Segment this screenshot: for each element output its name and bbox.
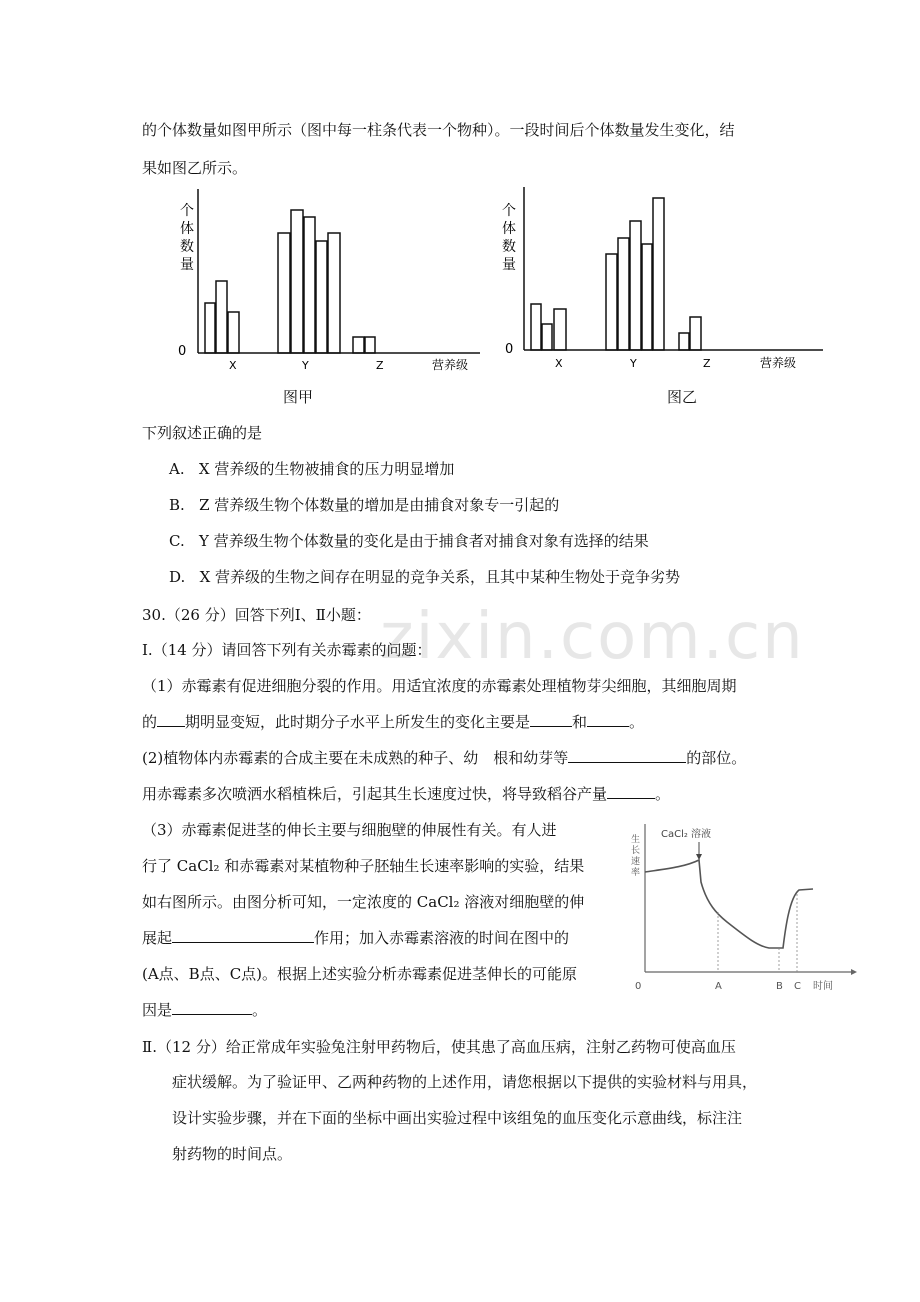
growth-x-arrow (851, 969, 857, 975)
yi-bar-z2 (690, 317, 701, 350)
growth-origin: 0 (635, 981, 642, 992)
q30-p2-line1 (142, 748, 746, 768)
jia-bar-x2 (216, 281, 227, 353)
q30-p1-line1: （1）赤霉素有促进细胞分裂的作用。用适宜浓度的赤霉素处理植物芽尖细胞，其细胞周期 (142, 677, 737, 695)
jia-bar-y1 (278, 233, 290, 353)
option-a (169, 458, 454, 479)
figure-yi (495, 185, 835, 375)
jia-bar-x3 (228, 312, 239, 353)
q30-part-ii-line1: Ⅱ.（12 分）给正常成年实验兔注射甲药物后，使其患了高血压病，注射乙药物可使高血压 (142, 1038, 736, 1056)
yi-bar-y1 (606, 254, 617, 350)
caption-jia: 图甲 (283, 388, 314, 406)
yi-bar-x1 (531, 304, 541, 350)
q30-p2-line2 (142, 784, 670, 804)
option-c (169, 530, 649, 551)
option-b-label: B. (169, 496, 185, 514)
intro-line-2: 果如图乙所示。 (142, 159, 248, 177)
text: 因是 (142, 1001, 173, 1019)
yi-y-axis-label (502, 203, 516, 273)
q30-part-ii-line3: 设计实验步骤，并在下面的坐标中画出实验过程中该组兔的血压变化示意曲线，标注注 (172, 1109, 743, 1127)
text: 。 (252, 1001, 268, 1019)
jia-bar-y5 (328, 233, 340, 353)
jia-bar-y2 (291, 210, 303, 353)
intro-line-1: 的个体数量如图甲所示（图中每一柱条代表一个物种）。一段时间后个体数量发生变化，结 (142, 121, 735, 139)
jia-xtick-z: Z (376, 359, 384, 372)
jia-bar-z1 (353, 337, 364, 353)
yi-xtick-x: X (555, 357, 563, 370)
option-b (169, 494, 559, 515)
growth-ylabel-char: 生 (631, 835, 641, 845)
option-a-label: A. (169, 460, 185, 478)
q30-p3-line3: 如右图所示。由图分析可知，一定浓度的 CaCl₂ 溶液对细胞壁的伸 (142, 893, 585, 911)
yi-bar-y5 (653, 198, 664, 350)
yi-xaxis-label: 营养级 (760, 356, 797, 370)
growth-xtick-b: B (776, 981, 783, 992)
growth-curve (645, 860, 813, 948)
watermark: zixin.com.cn (380, 600, 805, 674)
growth-xtick-a: A (715, 981, 722, 992)
yi-ylabel-char: 量 (502, 257, 516, 273)
q30-p3-line4 (142, 928, 569, 948)
option-d-text: X 营养级的生物之间存在明显的竞争关系，且其中某种生物处于竞争劣势 (199, 568, 681, 586)
text: 和 (572, 713, 588, 731)
q30-title: 30.（26 分）回答下列Ⅰ、Ⅱ小题： (142, 606, 371, 624)
yi-bar-x3 (554, 309, 566, 350)
blank-4[interactable] (568, 748, 686, 763)
question-stem: 下列叙述正确的是 (142, 424, 263, 442)
yi-bar-x2 (542, 324, 552, 350)
yi-bar-y2 (618, 238, 629, 350)
yi-bar-z1 (679, 333, 689, 350)
jia-ylabel-char: 数 (180, 239, 194, 255)
text: (2)植物体内赤霉素的合成主要在未成熟的种子、幼 根和幼芽等 (142, 749, 569, 767)
text: 的部位。 (686, 749, 747, 767)
yi-bar-y4 (642, 244, 652, 350)
q30-p3-line1: （3）赤霉素促进茎的伸长主要与细胞壁的伸展性有关。有人进 (142, 821, 557, 839)
yi-bar-y3 (630, 221, 641, 350)
option-a-text: X 营养级的生物被捕食的压力明显增加 (198, 460, 455, 478)
yi-ylabel-char: 数 (502, 239, 516, 255)
figure-jia (170, 185, 490, 375)
jia-bar-z2 (365, 337, 375, 353)
jia-bar-y4 (316, 241, 327, 353)
growth-ylabel-char: 长 (631, 846, 641, 856)
growth-xtick-c: C (794, 981, 801, 992)
blank-1[interactable] (157, 712, 185, 727)
jia-bar-x1 (205, 303, 215, 353)
jia-ylabel-char: 体 (180, 221, 194, 237)
growth-ylabel-char: 率 (631, 868, 641, 878)
q30-part-ii-line4: 射药物的时间点。 (172, 1145, 293, 1163)
text: 。 (629, 713, 645, 731)
text: 。 (655, 785, 671, 803)
jia-ylabel-char: 个 (180, 203, 194, 219)
text: 期明显变短，此时期分子水平上所发生的变化主要是 (185, 713, 531, 731)
text: 的 (142, 713, 158, 731)
option-c-text: Y 营养级生物个体数量的变化是由于捕食者对捕食对象有选择的结果 (199, 532, 649, 550)
q30-part-i-title: Ⅰ.（14 分）请回答下列有关赤霉素的问题： (142, 641, 432, 659)
option-d-label: D. (169, 568, 186, 586)
blank-5[interactable] (607, 784, 655, 799)
blank-6[interactable] (172, 928, 314, 943)
blank-7[interactable] (172, 1000, 252, 1015)
jia-origin: 0 (178, 344, 187, 359)
q30-p1-line2 (142, 712, 644, 732)
option-b-text: Z 营养级生物个体数量的增加是由捕食对象专一引起的 (199, 496, 560, 514)
yi-ylabel-char: 个 (502, 203, 516, 219)
jia-bar-y3 (304, 217, 315, 353)
blank-3[interactable] (587, 712, 629, 727)
jia-y-axis-label (180, 203, 194, 273)
q30-p3-line6 (142, 1000, 267, 1020)
growth-y-axis-label (631, 833, 640, 878)
caption-yi: 图乙 (667, 388, 698, 406)
cacl2-arrow-head (696, 854, 702, 860)
yi-xtick-z: Z (703, 357, 711, 370)
blank-2[interactable] (530, 712, 572, 727)
cacl2-annotation: CaCl₂ 溶液 (661, 829, 712, 840)
text: 用赤霉素多次喷洒水稻植株后，引起其生长速度过快，将导致稻谷产量 (142, 785, 608, 803)
jia-xtick-y: Y (302, 359, 309, 372)
yi-ylabel-char: 体 (502, 221, 516, 237)
option-c-label: C. (169, 532, 185, 550)
option-d (169, 566, 680, 587)
jia-xtick-x: X (229, 359, 237, 372)
text: 展起 (142, 929, 173, 947)
growth-xaxis-label: 时间 (813, 981, 833, 992)
yi-origin: 0 (505, 342, 514, 357)
q30-p3-line5: (A点、B点、C点)。根据上述实验分析赤霉素促进茎伸长的可能原 (142, 965, 578, 983)
q30-part-ii-line2: 症状缓解。为了验证甲、乙两种药物的上述作用，请您根据以下提供的实验材料与用具， (172, 1073, 758, 1091)
q30-p3-line2: 行了 CaCl₂ 和赤霉素对某植物种子胚轴生长速率影响的实验，结果 (142, 857, 585, 875)
text: 作用；加入赤霉素溶液的时间在图中的 (314, 929, 570, 947)
yi-xtick-y: Y (630, 357, 637, 370)
growth-rate-chart (625, 812, 865, 997)
jia-ylabel-char: 量 (180, 257, 194, 273)
growth-ylabel-char: 速 (631, 857, 641, 867)
jia-xaxis-label: 营养级 (432, 358, 469, 372)
